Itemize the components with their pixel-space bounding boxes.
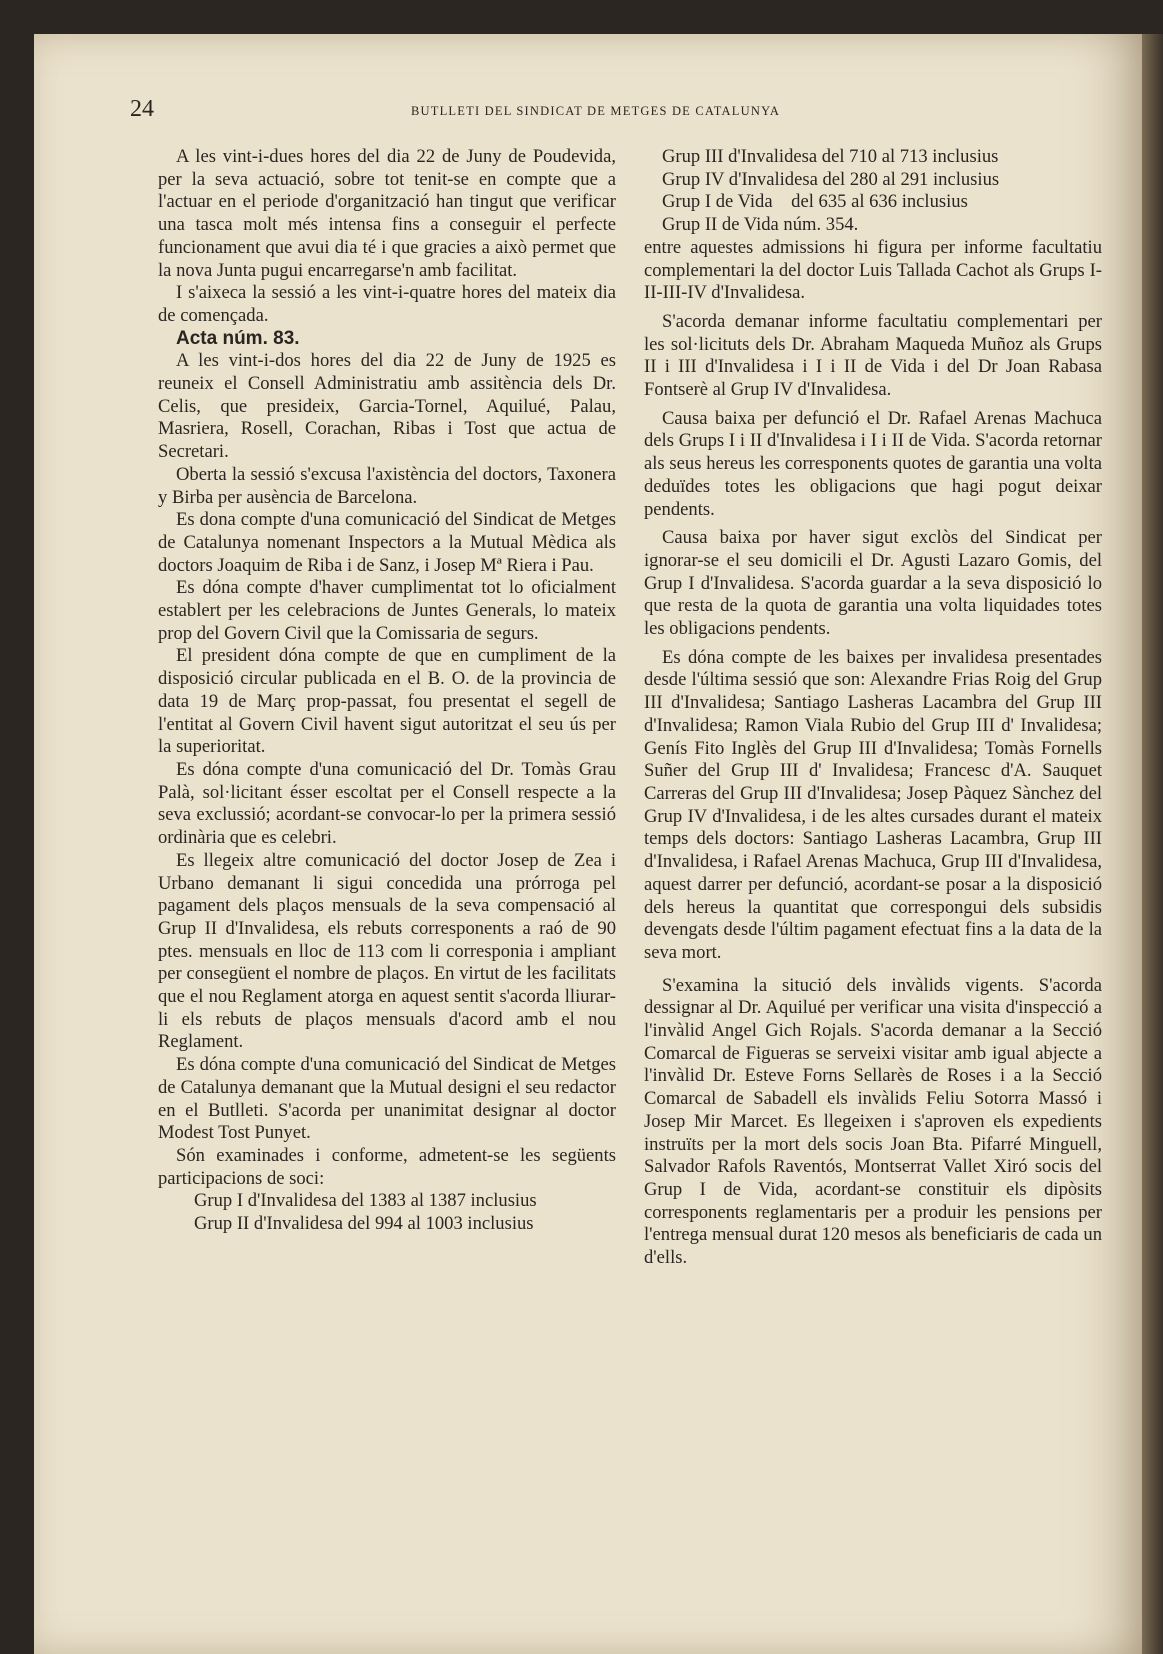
list-item: Grup III d'Invalidesa del 710 al 713 inclusius <box>662 146 999 167</box>
paragraph: Són examinades i conforme, admetent-se les següents participacions de soci: <box>158 1144 616 1189</box>
paragraph: Es dóna compte d'haver cumplimentat tot lo oficialment establert per les celebracions de Juntes Generals, lo mateix prop del Govern Civil que la Comissaria de segurs. <box>158 577 616 644</box>
paragraph: I s'aixeca la sessió a les vint-i-quatre hores del mateix dia de començada. <box>158 282 616 326</box>
list-item: Grup I d'Invalidesa del 1383 al 1387 inclusius <box>194 1190 537 1212</box>
paragraph: entre aquestes admissions hi figura per informe facultatiu complementari la del doctor Luis Tallada Cachot als Grups I-II-III-IV d'Invalidesa. <box>644 236 1102 304</box>
paragraph: Es dóna compte de les baixes per invalidesa presentades desde l'última sessió que son: Alexandre Frias Roig del Grup III d'Invalidesa; Santiago Lasheras Lacambra del Grup III d'Invalidesa; Ramon Viala Rubio del Grup III d' Invalidesa; Genís Fito Inglès del Grup III d'Invalidesa; Tomàs Fornells Suñer del Grup III d' Invalidesa; Francesc d'A. Sauquet Carreras del Grup III d'Invalidesa; Josep Pàquez Sànchez del Grup IV d'Invalidesa, i de les altes cursades durant el mateix temps dels doctors: Santiago Lasheras Lacambra, Grup III d'Invalidesa, i Rafael Arenas Machuca, Grup III d'Invalidesa, aquest darrer per defunció, acordant-se posar a la disposició dels hereus la quantitat que correspongui dels subsidis devengats desde l'últim pagament efectuat fins a la data de la seva mort. <box>644 646 1102 963</box>
left-column <box>158 146 616 1236</box>
paragraph: El president dóna compte de que en cumpliment de la disposició circular publicada en el B. O. de la provincia de data 19 de Març prop-passat, fou presentat el segell de l'entitat al Govern Civil havent sigut autoritzat el seu ús per la superioritat. <box>158 645 616 758</box>
paragraph: Es dona compte d'una comunicació del Sindicat de Metges de Catalunya nomenant Inspectors a la Mutual Mèdica als doctors Joaquim de Riba i de Sanz, i Josep Mª Riera i Pau. <box>158 509 616 576</box>
right-column <box>644 146 1102 1270</box>
paragraph: S'examina la situció dels invàlids vigents. S'acorda dessignar al Dr. Aquilué per verificar una visita d'inspecció a l'invàlid Angel Gich Rojals. S'acorda demanar a la Secció Comarcal de Figueras se serveixi visitar amb igual abjecte a l'invàlid Dr. Esteve Forns Sellarès de Roses i a la Secció Comarcal de Sabadell els invàlids Feliu Sotorra Massó i Josep Mir Marcet. Es llegeixen i s'aproven els expedients instruïts per la mort dels socis Joan Bta. Pifarré Minguell, Salvador Rafols Raventós, Montserrat Vallet Xiró socis del Grup I de Vida, acordant-se constituir els dipòsits corresponents reglamentaris per a produir les pensions per l'entrega mensual durat 120 mesos als beneficiaris de cada un d'ells. <box>644 974 1102 1269</box>
paragraph: Es dóna compte d'una comunicació del Sindicat de Metges de Catalunya demanant que la Mutual designi el seu redactor en el Butlleti. S'acorda per unanimitat designar al doctor Modest Tost Punyet. <box>158 1054 616 1144</box>
list-item: Grup I de Vida del 635 al 636 inclusius <box>662 191 968 213</box>
running-title: BUTLLETI DEL SINDICAT DE METGES DE CATALUNYA <box>411 104 781 118</box>
paragraph: Oberta la sessió s'excusa l'axistència del doctors, Taxonera y Birba per ausència de Barcelona. <box>158 463 616 508</box>
paragraph: Causa baixa per defunció el Dr. Rafael Arenas Machuca dels Grups I i II d'Invalidesa i I i II de Vida. S'acorda retornar als seus hereus les corresponents quotes de garantia una volta deduïdes totes les obligacions que hagi pogut deixar pendents. <box>644 407 1102 520</box>
acta-heading: Acta núm. 83. <box>176 327 300 349</box>
list-item: Grup IV d'Invalidesa del 280 al 291 inclusius <box>662 168 1000 190</box>
book-spine-edge <box>1142 34 1163 1654</box>
page-number: 24 <box>130 96 154 122</box>
paragraph: A les vint-i-dues hores del dia 22 de Juny de Poudevida, per la seva actuació, sobre tot tenit-se en compte que a l'actuar en el periode d'organització han tingut que verificar una tasca molt més intensa fins a conseguir el perfecte funcionament que avui dia té i que gracies a això permet que la nova Junta pugui encarregarse'n amb facilitat. <box>158 146 616 281</box>
paragraph: Causa baixa por haver sigut exclòs del Sindicat per ignorar-se el seu domicili el Dr. Agusti Lazaro Gomis, del Grup I d'Invalidesa. S'acorda guardar a la seva disposició lo que resta de la quota de garantia una volta liquidades totes les obligacions pendents. <box>644 527 1102 640</box>
list-item: Grup II de Vida núm. 354. <box>662 214 859 236</box>
paragraph: A les vint-i-dos hores del dia 22 de Juny de 1925 es reuneix el Consell Administratiu amb assitència dels Dr. Celis, que presideix, Garcia-Tornel, Aquilué, Palau, Masriera, Rosell, Corachan, Ribas i Tost que actua de Secretari. <box>158 350 616 463</box>
list-item: Grup II d'Invalidesa del 994 al 1003 inclusius <box>194 1213 534 1235</box>
paragraph: Es dóna compte d'una comunicació del Dr. Tomàs Grau Palà, sol·licitant ésser escoltat per el Consell respecte a la seva exclussió; acordant-se convocar-lo per la primera sessió ordinària que es celebri. <box>158 758 616 849</box>
page-header <box>130 96 1010 120</box>
paragraph: S'acorda demanar informe facultatiu complementari per les sol·licituts dels Dr. Abraham Maqueda Muñoz als Grups II i III d'Invalidesa i I i II de Vida i del Dr Joan Rabasa Fontserè al Grup IV d'Invalidesa. <box>644 310 1102 401</box>
paragraph: Es llegeix altre comunicació del doctor Josep de Zea i Urbano demanant li sigui concedida una prórroga pel pagament dels plaços mensuals de la seva compensació al Grup II d'Invalidesa, els rebuts corresponents a raó de 90 ptes. mensuals en lloc de 113 com li corresponia i ampliant per consegüent el nombre de plaços. En virtut de les facilitats que el nou Reglament atorga en aquest sentit s'acorda lliurar-li els rebuts de plaços mensuals d'acord amb el nou Reglament. <box>158 849 616 1053</box>
